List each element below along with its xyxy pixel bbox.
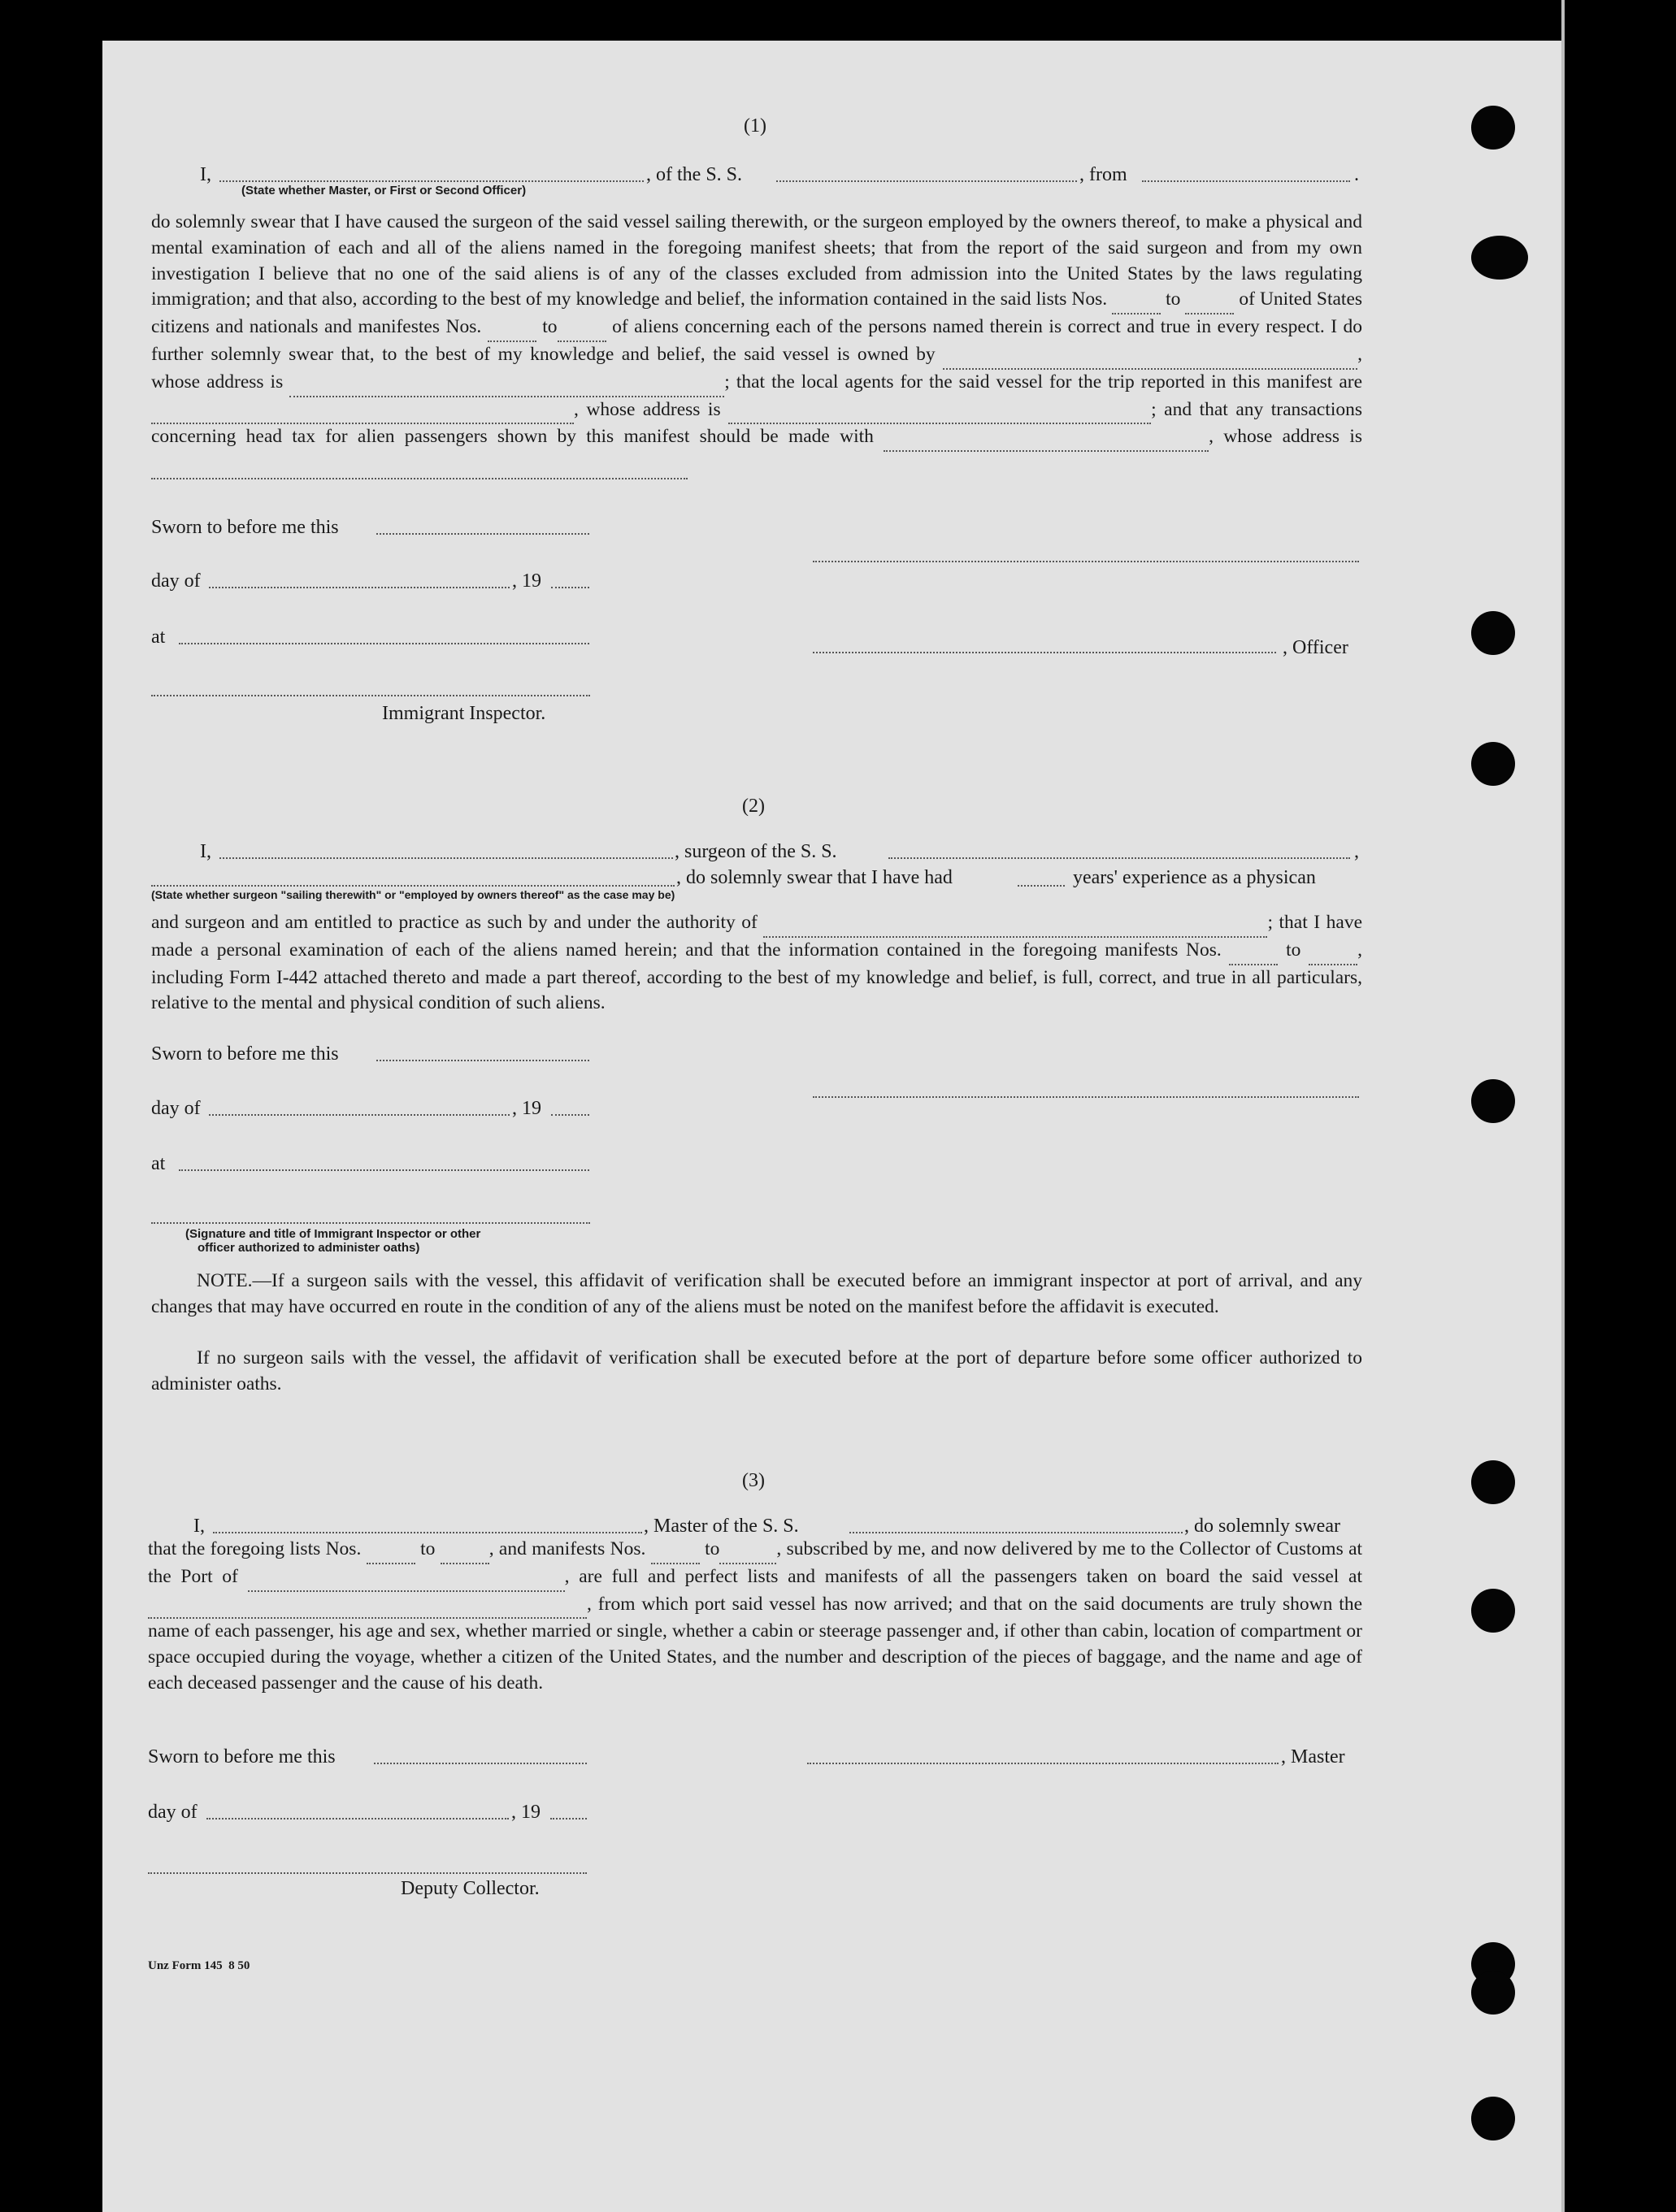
manifests-to-field[interactable] <box>1309 938 1357 965</box>
master-swear-label: , do solemnly swear <box>1184 1516 1340 1537</box>
from-port-field[interactable] <box>1142 180 1350 182</box>
surgeon-status-field[interactable] <box>151 885 675 887</box>
punch-hole <box>1471 1589 1515 1633</box>
head-tax-address-field[interactable] <box>151 452 688 479</box>
section-3-paragraph: that the foregoing lists Nos. to , and manifests Nos. to , subscribed by me, and now delivered by me to the Collector of Customs at the Port of , are full and perfect lists and manifests of all the passengers taken on board the said vessel at , from which port said vessel has now arrived; and that on the said documents are truly shown the name of each passenger, his age and sex, whether married or single, whether a cabin or steerage passenger and, if other than cabin, location of compartment or space occupied during the voyage, whether a citizen of the United States, and the number and description of the pieces of baggage, and the name and age of each deceased passenger and the cause of his death. <box>148 1538 1363 1694</box>
section-1-from-label: , from <box>1079 164 1127 185</box>
sworn-label-3: Sworn to before me this <box>148 1746 336 1767</box>
authority-field[interactable] <box>763 910 1267 938</box>
sworn-label-2: Sworn to before me this <box>151 1043 339 1065</box>
section-1-i: I, <box>200 164 211 185</box>
punch-hole <box>1471 106 1515 150</box>
collector-signature-line[interactable] <box>148 1872 587 1874</box>
note-paragraph-1: NOTE.—If a surgeon sails with the vessel, this affidavit of verification shall be executed before an immigrant inspector at port of arrival, and any changes that may have occurred en route in the condition of any of the aliens must be noted on the manifest before the affidavit is executed. <box>151 1270 1362 1317</box>
customs-port-field[interactable] <box>248 1564 565 1592</box>
year-field-3[interactable] <box>550 1818 587 1819</box>
head-tax-contact-field[interactable] <box>884 424 1209 452</box>
at-label-2: at <box>151 1153 166 1174</box>
punch-hole <box>1471 2097 1515 2140</box>
signature-note-line-2: officer authorized to administer oaths) <box>198 1241 420 1255</box>
sworn-date-field-2[interactable] <box>376 1060 589 1061</box>
at-place-field-1[interactable] <box>179 643 589 644</box>
sworn-date-field-1[interactable] <box>376 533 589 535</box>
section-2-paragraph: and surgeon and am entitled to practice as such by and under the authority of ; that I have made a personal examination of each of the aliens named herein; and that the information contained in the foregoing manifests Nos. to , including Form I-442 attached thereto and made a part thereof, according to the best of my knowledge and belief, is full, correct, and true in all particulars, relative to the mental and physical condition of such aliens. <box>151 912 1363 1014</box>
vessel-owner-field[interactable] <box>943 342 1357 370</box>
master-label: , Master <box>1281 1746 1345 1767</box>
officer-label: , Officer <box>1283 637 1348 658</box>
section-1-ship-label: , of the S. S. <box>646 164 743 185</box>
section-2-i: I, <box>200 841 211 862</box>
section-1-paragraph: do solemnly swear that I have caused the surgeon of the said vessel sailing therewith, or the surgeon employed by the owners thereof, to make a physical and mental examination of each and all of the aliens named in the foregoing manifest sheets; that from the report of the said surgeon and from my own investigation I believe that no one of the said aliens is of any of the classes excluded from admission into the United States by the laws regulating immigration; and that also, according to the best of my knowledge and belief, the information contained in the said lists Nos. to of United States citizens and nationals and manifestes Nos. to of aliens concerning each of the persons named therein is correct and true in every respect. I do further solemnly swear that, to the best of my knowledge and belief, the said vessel is owned by , whose address is ; that the local agents for the said vessel for the trip reported in this manifest are , whose address is ; and that any transactions concerning head tax for alien passengers shown by this manifest should be made with , whose address is <box>151 210 1362 479</box>
administering-officer-signature-line[interactable] <box>151 1222 590 1224</box>
sworn-label-1: Sworn to before me this <box>151 517 339 538</box>
immigrant-inspector-label: Immigrant Inspector. <box>382 703 546 724</box>
lists-from-field[interactable] <box>367 1537 415 1564</box>
at-place-field-2[interactable] <box>179 1169 589 1171</box>
citizen-lists-to-field[interactable] <box>1185 287 1234 314</box>
master-ship-field[interactable] <box>849 1532 1183 1533</box>
years-experience-field[interactable] <box>1018 885 1065 887</box>
alien-manifests-from-field[interactable] <box>488 314 536 342</box>
manifests-from-field[interactable] <box>1229 938 1278 965</box>
surgeon-name-field[interactable] <box>219 857 673 859</box>
ship-name-field[interactable] <box>776 180 1077 182</box>
page-edge <box>1561 0 1565 2212</box>
section-3-i: I, <box>193 1516 205 1537</box>
surgeon-signature-line[interactable] <box>813 1096 1359 1098</box>
inspector-signature-line[interactable] <box>151 695 590 696</box>
day-of-label-3: day of <box>148 1802 198 1823</box>
manifests-nos-from-field[interactable] <box>651 1537 700 1564</box>
owner-address-field[interactable] <box>289 370 724 397</box>
deputy-collector-label: Deputy Collector. <box>401 1878 540 1899</box>
punch-hole <box>1471 1079 1515 1123</box>
at-label-1: at <box>151 627 166 648</box>
day-of-label-2: day of <box>151 1098 201 1119</box>
boarding-port-field[interactable] <box>148 1592 587 1620</box>
master-name-field[interactable] <box>213 1532 642 1533</box>
note-paragraph-2: If no surgeon sails with the vessel, the affidavit of verification shall be executed before at the port of departure before some officer authorized to administer oaths. <box>151 1347 1362 1394</box>
form-number: Unz Form 145 8 50 <box>148 1959 250 1972</box>
punch-hole <box>1471 236 1528 280</box>
officer-signature-line-1a[interactable] <box>813 561 1359 562</box>
year-field-2[interactable] <box>551 1114 589 1116</box>
manifests-nos-to-field[interactable] <box>719 1537 776 1564</box>
surgeon-swear-label: , do solemnly swear that I have had <box>676 867 953 888</box>
sworn-date-field-3[interactable] <box>374 1763 587 1764</box>
day-of-field-3[interactable] <box>206 1818 509 1819</box>
year-field-1[interactable] <box>551 587 589 588</box>
officer-title-note: (State whether Master, or First or Second Officer) <box>241 184 527 197</box>
section-1-period: . <box>1354 164 1359 185</box>
officer-signature-line-1b[interactable] <box>813 652 1276 653</box>
agents-address-field[interactable] <box>728 397 1151 425</box>
signature-note-line-1: (Signature and title of Immigrant Inspector or other <box>185 1227 481 1241</box>
day-of-field-1[interactable] <box>209 587 510 588</box>
alien-manifests-to-field[interactable] <box>558 314 606 342</box>
surgeon-ship-field[interactable] <box>888 857 1350 859</box>
punch-hole <box>1471 742 1515 786</box>
lists-to-field[interactable] <box>441 1537 489 1564</box>
master-signature-line[interactable] <box>807 1763 1279 1764</box>
citizen-lists-from-field[interactable] <box>1112 287 1161 314</box>
section-1-heading: (1) <box>744 115 766 137</box>
year-label-1: , 19 <box>512 570 541 592</box>
punch-hole <box>1471 1971 1515 2015</box>
punch-hole <box>1471 1460 1515 1504</box>
years-experience-label: years' experience as a physican <box>1073 867 1316 888</box>
master-of-label: , Master of the S. S. <box>644 1516 799 1537</box>
officer-title-field[interactable] <box>219 180 644 182</box>
punch-hole <box>1471 611 1515 655</box>
year-label-3: , 19 <box>511 1802 541 1823</box>
surgeon-status-note: (State whether surgeon "sailing therewith" or "employed by owners thereof" as the case may be) <box>151 888 675 901</box>
year-label-2: , 19 <box>512 1098 541 1119</box>
surgeon-of-label: , surgeon of the S. S. <box>675 841 837 862</box>
section-2-comma: , <box>1354 841 1359 862</box>
day-of-label-1: day of <box>151 570 201 592</box>
section-3-heading: (3) <box>742 1470 765 1491</box>
day-of-field-2[interactable] <box>209 1114 510 1116</box>
section-2-heading: (2) <box>742 796 765 817</box>
local-agents-field[interactable] <box>151 397 574 425</box>
